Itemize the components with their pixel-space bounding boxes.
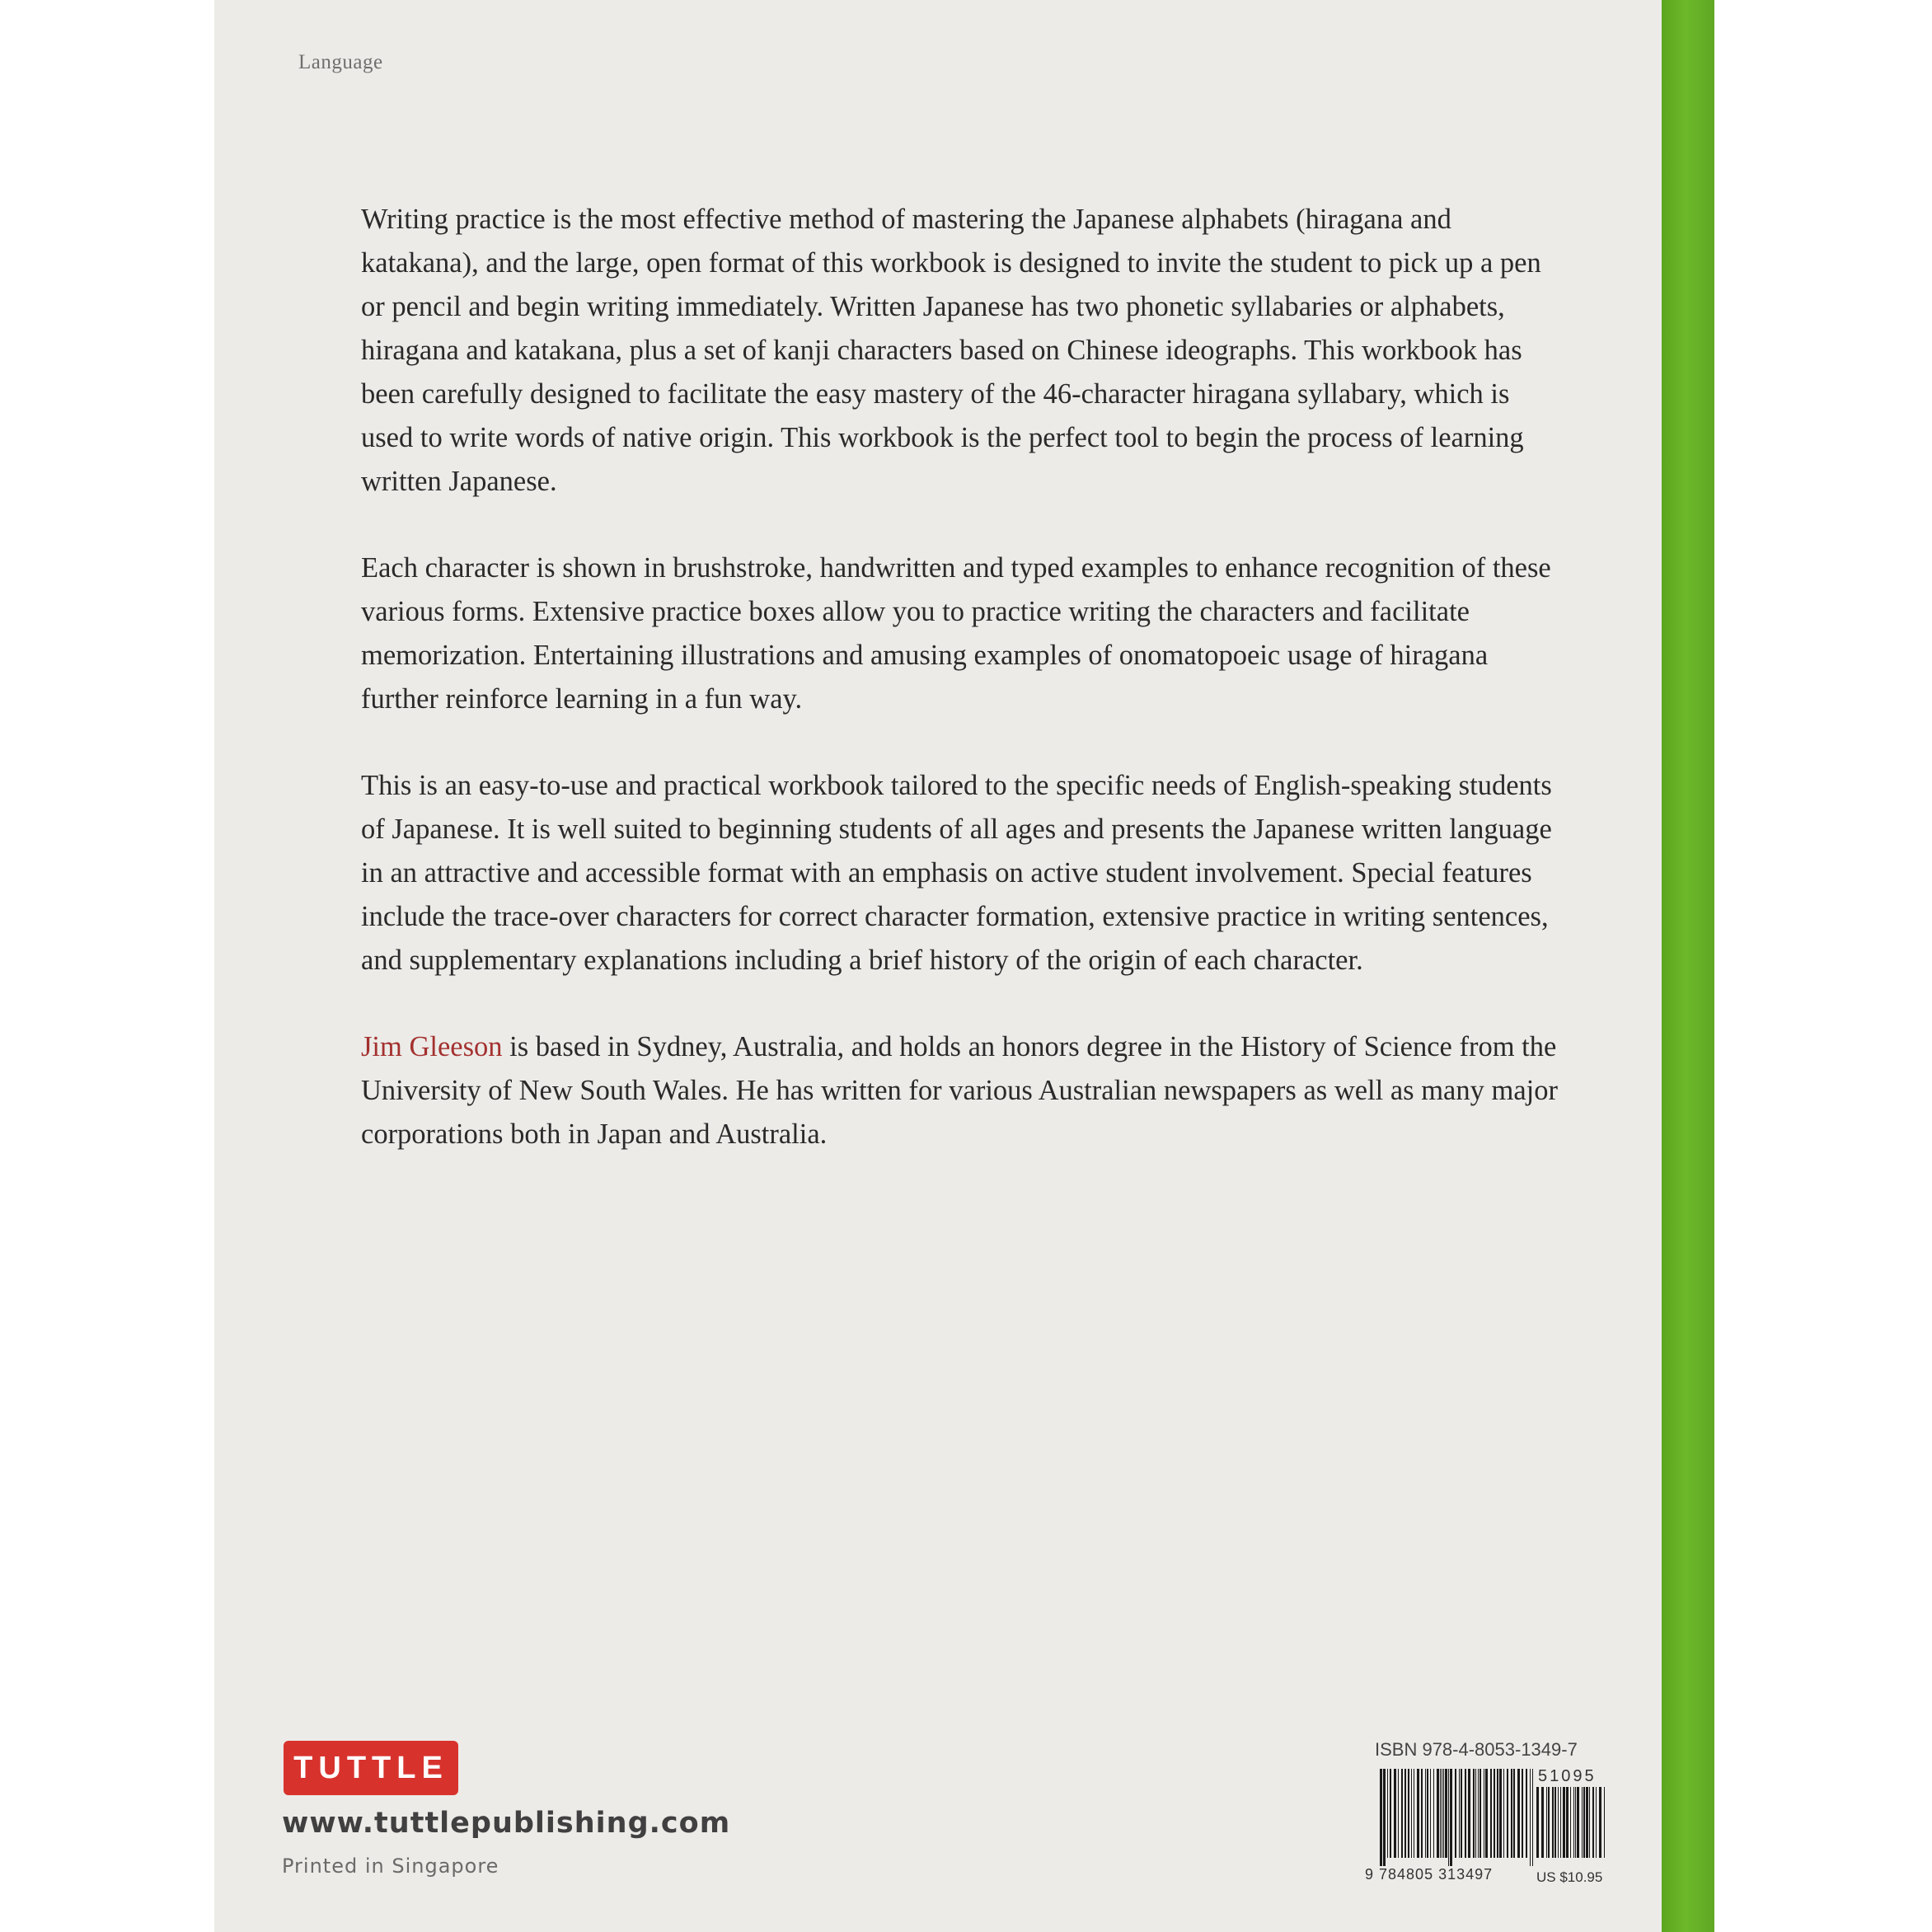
barcode-bar: [1427, 1769, 1428, 1858]
barcode-bar: [1394, 1769, 1396, 1858]
barcode-bar: [1421, 1769, 1423, 1858]
barcode-bar: [1445, 1769, 1447, 1858]
barcode-bar: [1430, 1769, 1431, 1858]
barcode-bar: [1440, 1769, 1441, 1858]
barcode-addon-bars: [1536, 1787, 1606, 1866]
barcode-bar: [1479, 1769, 1481, 1858]
barcode-bar: [1437, 1769, 1439, 1858]
barcode-bar: [1455, 1769, 1456, 1858]
barcode-bar: [1558, 1787, 1559, 1858]
barcode-bar: [1494, 1769, 1495, 1858]
author-bio-text: is based in Sydney, Australia, and holds an honors degree in the History of Science from the University of New South Wales. He has written for various Australian newspapers as well as many major corporations both in Japan and Australia.: [361, 1031, 1558, 1150]
barcode-bar: [1513, 1769, 1515, 1858]
price-text: US $10.95: [1536, 1869, 1603, 1885]
barcode-bar: [1575, 1787, 1576, 1858]
barcode-bar: [1577, 1787, 1579, 1858]
green-spine-edge: [1662, 0, 1714, 1932]
barcode-bar: [1526, 1769, 1527, 1858]
barcode-bar: [1511, 1769, 1512, 1858]
barcode-bar: [1450, 1769, 1452, 1866]
barcode-bar: [1522, 1769, 1523, 1858]
barcode-bar: [1599, 1787, 1601, 1858]
barcode-bar: [1570, 1787, 1571, 1858]
barcode-bar: [1532, 1769, 1533, 1866]
barcode-bar: [1401, 1769, 1403, 1858]
barcode-bar: [1387, 1769, 1388, 1858]
barcode-bar: [1485, 1769, 1488, 1858]
description-paragraph-1: Writing practice is the most effective method of mastering the Japanese alphabets (hiragana and katakana), and the large, open format of this workbook is designed to invite the student to pick up a pen or pencil and begin writing immediately. Written Japanese has two phonetic syllabaries or alphabets, hiragana and katakana, plus a set of kanji characters based on Chinese ideographs. This workbook has been carefully designed to facilitate the easy mastery of the 46-character hiragana syllabary, which is used to write words of native origin. This workbook is the perfect tool to begin the process of learning written Japanese.: [361, 204, 1541, 497]
barcode-bar: [1503, 1769, 1504, 1858]
barcode-bar: [1552, 1787, 1554, 1858]
price-code: 51095: [1538, 1767, 1597, 1785]
author-bio: [361, 1025, 1564, 1156]
printed-in-label: Printed in Singapore: [282, 1855, 499, 1878]
barcode-bar: [1604, 1787, 1605, 1858]
description-paragraph-3: This is an easy-to-use and practical workbook tailored to the specific needs of English-speaking students of Japanese. It is well suited to beginning students of all ages and presents the Japanese written language in an attractive and accessible format with an emphasis on active student involvement. Special features include the trace-over characters for correct character formation, extensive practice in writing sentences, and supplementary explanations including a brief history of the origin of each character.: [361, 770, 1552, 976]
barcode-digits: 9 784805 313497: [1365, 1866, 1494, 1883]
barcode-bar: [1408, 1769, 1409, 1858]
barcode-bar: [1380, 1769, 1382, 1866]
barcode-bar: [1507, 1769, 1508, 1858]
barcode-bar: [1583, 1787, 1585, 1858]
barcode-bar: [1417, 1769, 1419, 1858]
tuttle-logo: TUTTLE: [284, 1741, 458, 1795]
barcode-bar: [1546, 1787, 1547, 1858]
barcode-bar: [1586, 1787, 1588, 1858]
barcode-bar: [1433, 1769, 1434, 1858]
barcode-bar: [1589, 1787, 1590, 1858]
barcode-bar: [1541, 1787, 1544, 1858]
barcode-bar: [1530, 1769, 1531, 1866]
barcode-bar: [1566, 1787, 1569, 1858]
barcode-bar: [1563, 1787, 1565, 1858]
publisher-website: www.tuttlepublishing.com: [282, 1807, 731, 1840]
barcode-bar: [1499, 1769, 1502, 1858]
isbn-barcode: [1360, 1739, 1615, 1887]
category-label: Language: [298, 51, 383, 73]
barcode-bar: [1478, 1769, 1479, 1858]
barcode-bar: [1443, 1769, 1444, 1858]
barcode-bar: [1459, 1769, 1460, 1858]
barcode-bar: [1390, 1769, 1391, 1858]
barcode-bar: [1497, 1769, 1498, 1858]
barcode-bar: [1596, 1787, 1597, 1858]
barcode-main-bars: [1380, 1769, 1533, 1866]
isbn-text: ISBN 978-4-8053-1349-7: [1375, 1739, 1578, 1760]
barcode-bar: [1517, 1769, 1520, 1858]
cover-description: [361, 198, 1564, 1199]
barcode-bar: [1475, 1769, 1476, 1858]
barcode-bar: [1573, 1787, 1574, 1858]
barcode-bar: [1473, 1769, 1475, 1858]
barcode-bar: [1461, 1769, 1462, 1858]
barcode-bar: [1592, 1787, 1594, 1858]
barcode-bar: [1465, 1769, 1466, 1858]
barcode-bar: [1411, 1769, 1412, 1858]
barcode-bar: [1536, 1787, 1539, 1858]
barcode-bar: [1425, 1769, 1426, 1858]
barcode-bar: [1383, 1769, 1386, 1866]
barcode-bar: [1490, 1769, 1492, 1858]
barcode-bar: [1448, 1769, 1449, 1866]
barcode-bar: [1555, 1787, 1556, 1858]
barcode-bar: [1548, 1787, 1550, 1858]
author-name: Jim Gleeson: [361, 1031, 503, 1062]
barcode-bar: [1560, 1787, 1561, 1858]
barcode-bar: [1404, 1769, 1406, 1858]
barcode-bar: [1398, 1769, 1399, 1858]
barcode-bar: [1582, 1787, 1583, 1858]
barcode-bar: [1468, 1769, 1470, 1858]
description-paragraph-2: Each character is shown in brushstroke, handwritten and typed examples to enhance recognition of these various forms. Extensive practice boxes allow you to practice writing the characters and facilitate memorization. Entertaining illustrations and amusing examples of onomatopoeic usage of hiragana further reinforce learning in a fun way.: [361, 552, 1551, 715]
